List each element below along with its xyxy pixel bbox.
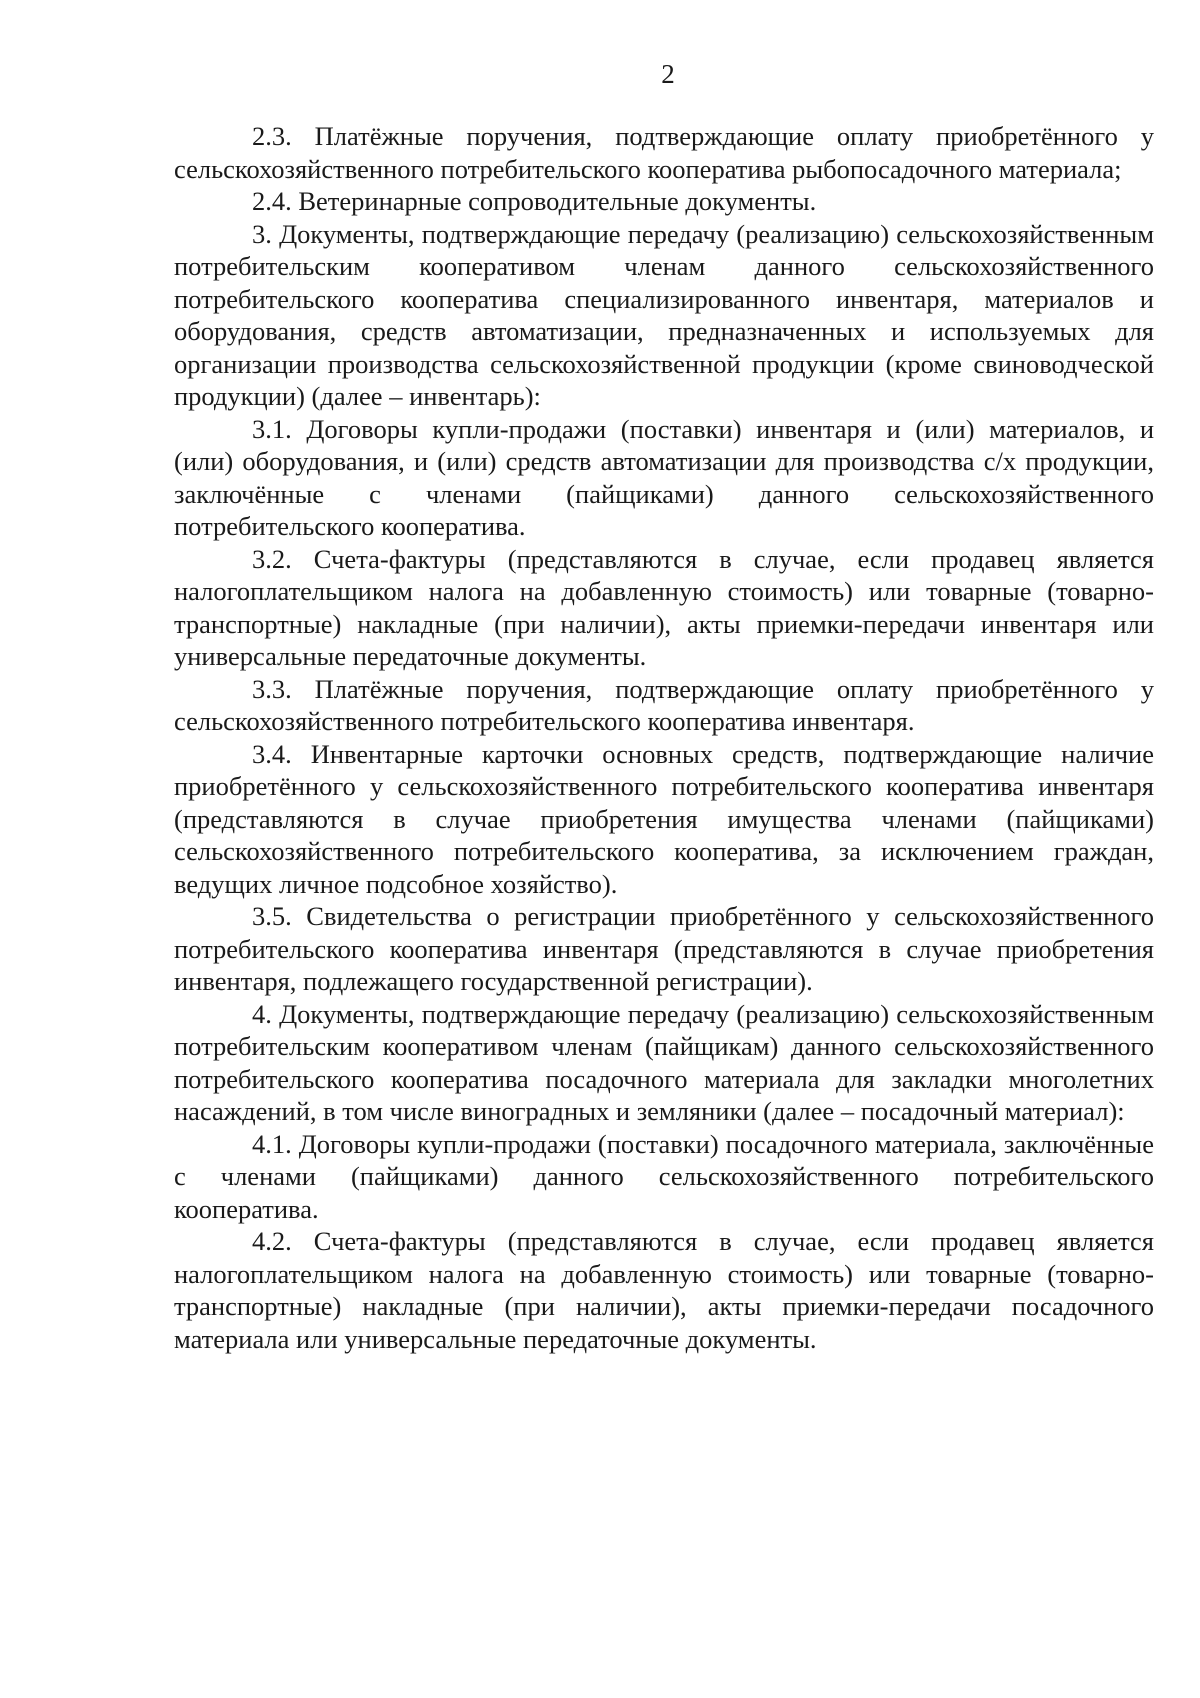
document-body — [174, 120, 1154, 1355]
paragraph-4: 4. Документы, подтверждающие передачу (реализацию) сельскохозяйственным потребительским кооперативом членам (пайщикам) данного сельскохозяйственного потребительского кооператива посадочного материала для закладки многолетних насаждений, в том числе виноградных и земляники (далее – посадочный материал): — [174, 998, 1154, 1126]
paragraph-3: 3. Документы, подтверждающие передачу (реализацию) сельскохозяйственным потребительским кооперативом членам данного сельскохозяйственного потребительского кооператива специализированного инвентаря, материалов и оборудования, средств автоматизации, предназначенных и используемых для организации производства сельскохозяйственной продукции (кроме свиноводческой продукции) (далее – инвентарь): — [174, 218, 1154, 411]
paragraph-2-3: 2.3. Платёжные поручения, подтверждающие оплату приобретённого у сельскохозяйственного потребительского кооператива рыбопосадочного материала; — [174, 121, 1154, 184]
paragraph-3-1: 3.1. Договоры купли-продажи (поставки) инвентаря и (или) материалов, и (или) оборудования, и (или) средств автоматизации для производства с/х продукции, заключённые с членами (пайщиками) данного сельскохозяйственного потребительского кооператива. — [174, 413, 1154, 541]
paragraph-3-4: 3.4. Инвентарные карточки основных средств, подтверждающие наличие приобретённого у сельскохозяйственного потребительского кооператива инвентаря (представляются в случае приобретения имущества членами (пайщиками) сельскохозяйственного потребительского кооператива, за исключением граждан, ведущих личное подсобное хозяйство). — [174, 738, 1154, 899]
paragraph-3-5: 3.5. Свидетельства о регистрации приобретённого у сельскохозяйственного потребительского кооператива инвентаря (представляются в случае приобретения инвентаря, подлежащего государственной регистрации). — [174, 901, 1154, 996]
paragraph-4-1: 4.1. Договоры купли-продажи (поставки) посадочного материала, заключённые с членами (пайщиками) данного сельскохозяйственного потребительского кооператива. — [174, 1128, 1154, 1224]
paragraph-3-3: 3.3. Платёжные поручения, подтверждающие оплату приобретённого у сельскохозяйственного потребительского кооператива инвентаря. — [174, 673, 1154, 736]
paragraph-4-2: 4.2. Счета-фактуры (представляются в случае, если продавец является налогоплательщиком налога на добавленную стоимость) или товарные (товарно-транспортные) накладные (при наличии), акты приемки-передачи посадочного материала или универсальные передаточные документы. — [174, 1226, 1154, 1354]
paragraph-2-4: 2.4. Ветеринарные сопроводительные документы. — [252, 186, 817, 216]
page-number: 2 — [661, 59, 675, 89]
paragraph-3-2: 3.2. Счета-фактуры (представляются в случае, если продавец является налогоплательщиком налога на добавленную стоимость) или товарные (товарно-транспортные) накладные (при наличии), акты приемки-передачи инвентаря или универсальные передаточные документы. — [174, 543, 1154, 671]
